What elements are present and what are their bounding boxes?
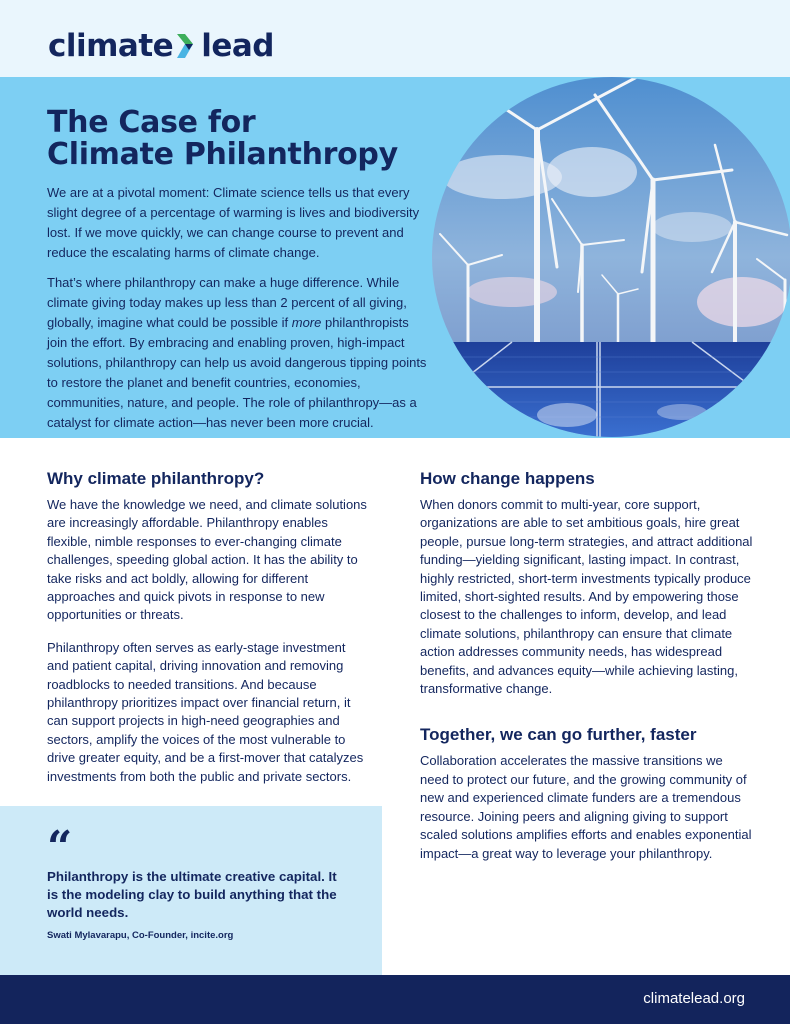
hero-text <box>47 107 432 443</box>
logo-text-lead: lead <box>201 28 274 64</box>
quote-attribution: Swati Mylavarapu, Co-Founder, incite.org <box>47 930 234 941</box>
footer <box>0 975 790 1024</box>
chevron-logo-icon <box>175 32 199 60</box>
quote-mark-icon: “ <box>47 828 73 862</box>
why-climate-philanthropy-section <box>0 468 367 800</box>
header <box>0 0 790 77</box>
hero-section <box>0 77 790 438</box>
quote-text: Philanthropy is the ultimate creative capital. It is the modeling clay to build anything that the world needs. <box>47 869 337 920</box>
how-change-happens-section <box>420 468 755 877</box>
paragraph: When donors commit to multi-year, core support, organizations are able to set ambitious goals, hire great people, pursue long-term strategies, and attract additional funding—yielding significant, lasting impact. In contrast, highly restricted, short-term investments typically produce limited, short-sighted results. And by empowering those closest to the challenges to inform, develop, and lead climate solutions, philanthropy can ensure that climate action addresses community needs, has widespread benefits, and advances equity—while achieving lasting, transformative change. <box>420 497 753 697</box>
hero-paragraph-2: That’s where philanthropy can make a huge difference. While climate giving today makes up less than 2 percent of all giving, globally, imagine what could be possible if more philanthropists join the effort. By embracing and enabling proven, high-impact solutions, philanthropy can help us avoid dangerous tipping points to restore the planet and benefit countries, economies, communities, nature, and people. The role of philanthropy—as a catalyst for climate action—has never been more crucial. <box>47 275 427 430</box>
page-title: The Case for Climate Philanthropy <box>47 105 398 172</box>
hero-paragraph-1: We are at a pivotal moment: Climate science tells us that every slight degree of a percentage of warming is lives and biodiversity lost. If we move quickly, we can change course to prevent and reduce the escalating harms of climate change. <box>47 185 420 260</box>
left-column <box>0 468 382 975</box>
paragraph: We have the knowledge we need, and climate solutions are increasingly affordable. Philanthropy enables flexible, nimble responses to ever-changing climate challenges, speeding global action. It has the ability to take risks and act boldly, allowing for different approaches and quick pivots in response to new opportunities or threats. <box>47 497 367 623</box>
section-heading: How change happens <box>420 469 595 488</box>
wind-solar-image <box>432 77 790 437</box>
paragraph: Collaboration accelerates the massive transitions we need to protect our future, and the growing community of new and experienced climate funders are a tremendous resource. Joining peers and aligning giving to support scaled solutions amplifies efforts and enables exponential impact—a great way to leverage your philanthropy. <box>420 753 752 861</box>
section-heading: Together, we can go further, faster <box>420 725 697 745</box>
logo-text-climate: climate <box>48 28 174 64</box>
logo[interactable] <box>48 28 274 64</box>
section-heading: Why climate philanthropy? <box>47 469 265 488</box>
website-link[interactable]: climatelead.org <box>643 990 745 1007</box>
paragraph: Philanthropy often serves as early-stage investment and patient capital, driving innovation and removing roadblocks to needed transitions. And because philanthropy prioritizes impact over financial return, it can support projects in high-need geographies and sectors, amplify the voices of the most vulnerable to drive greater equity, and be a first-mover that catalyzes investments from both the public and private sectors. <box>47 639 364 784</box>
pull-quote <box>0 806 382 975</box>
